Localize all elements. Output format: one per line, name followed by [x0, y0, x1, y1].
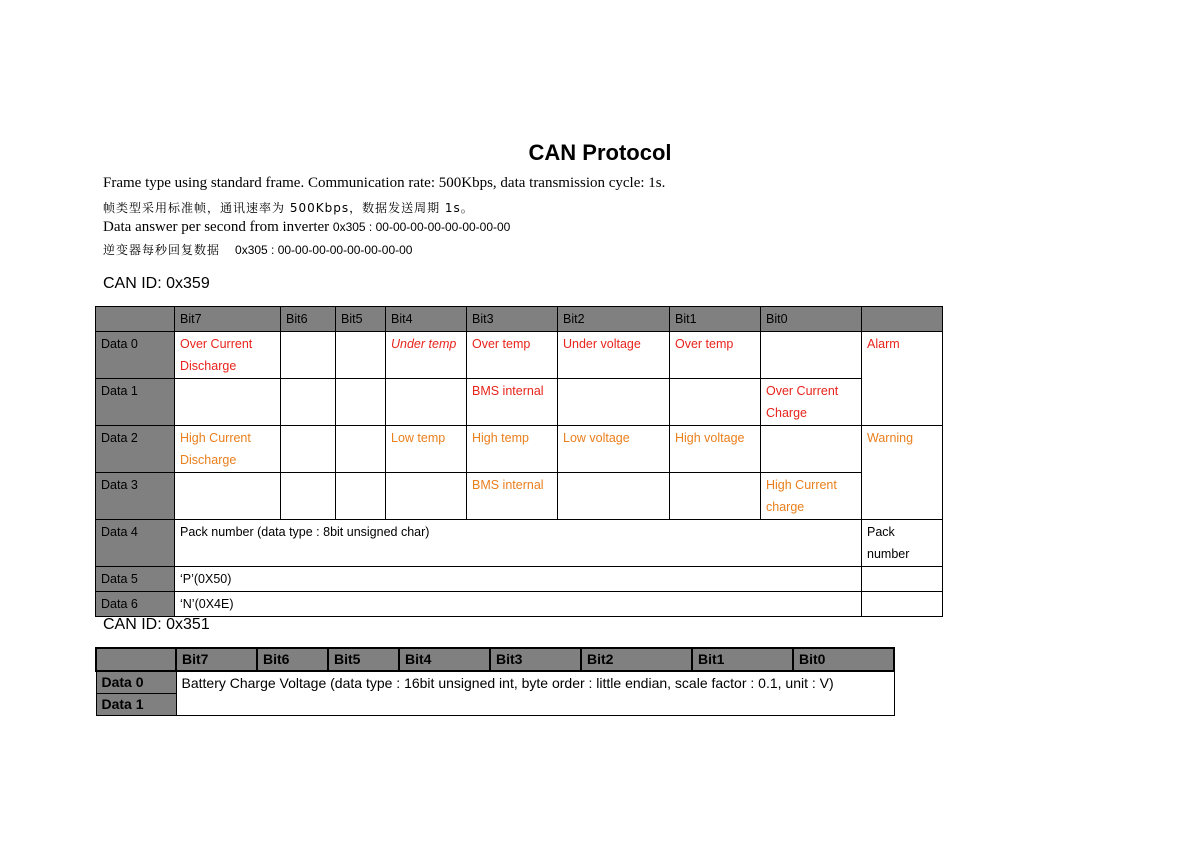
cell: BMS internal: [467, 379, 558, 426]
row-label: Data 5: [96, 567, 175, 592]
group-warning: Warning: [862, 426, 943, 520]
cell: [558, 379, 670, 426]
header-group: [862, 307, 943, 332]
cell: [281, 473, 336, 520]
cell: ‘N’(0X4E): [175, 592, 862, 617]
cell: [761, 332, 862, 379]
header-bit5: Bit5: [336, 307, 386, 332]
cell: High Current Discharge: [175, 426, 281, 473]
section-heading-can351: CAN ID: 0x351: [103, 616, 210, 633]
table-row: [96, 520, 943, 567]
header-bit7: Bit7: [175, 307, 281, 332]
cell: [175, 379, 281, 426]
header-blank: [96, 307, 175, 332]
cell: Low voltage: [558, 426, 670, 473]
cell: Over temp: [467, 332, 558, 379]
header-bit7: Bit7: [176, 648, 257, 671]
header-bit3: Bit3: [467, 307, 558, 332]
cell: Under temp: [386, 332, 467, 379]
header-bit2: Bit2: [581, 648, 692, 671]
header-blank: [96, 648, 176, 671]
header-bit6: Bit6: [281, 307, 336, 332]
row-label: Data 1: [96, 694, 176, 716]
row-label: Data 0: [96, 332, 175, 379]
cell: High temp: [467, 426, 558, 473]
cell: [670, 473, 761, 520]
table-row: [96, 426, 943, 473]
header-bit3: Bit3: [490, 648, 581, 671]
cell: Over Current Charge: [761, 379, 862, 426]
table-row: [96, 567, 943, 592]
header-bit0: Bit0: [761, 307, 862, 332]
cell: [281, 426, 336, 473]
header-bit0: Bit0: [793, 648, 894, 671]
cell: [336, 426, 386, 473]
cell: BMS internal: [467, 473, 558, 520]
cell: [558, 473, 670, 520]
cell: High Current charge: [761, 473, 862, 520]
cell: Over Current Discharge: [175, 332, 281, 379]
page-title: CAN Protocol: [528, 140, 672, 165]
cell: [386, 473, 467, 520]
row-label: Data 1: [96, 379, 175, 426]
cell: [175, 473, 281, 520]
table-header-row: [96, 648, 894, 671]
cell: [761, 426, 862, 473]
row-label: Data 4: [96, 520, 175, 567]
table-row: [96, 592, 943, 617]
header-bit2: Bit2: [558, 307, 670, 332]
header-bit6: Bit6: [257, 648, 328, 671]
intro-line-2: 帧类型采用标准帧，通讯速率为 500Kbps，数据发送周期 1s。: [103, 201, 474, 215]
header-bit1: Bit1: [670, 307, 761, 332]
header-bit1: Bit1: [692, 648, 793, 671]
cell: Low temp: [386, 426, 467, 473]
cell-battery-charge-voltage: Battery Charge Voltage (data type : 16bit unsigned int, byte order : little endian, scale factor : 0.1, unit : V): [176, 671, 894, 716]
cell: Under voltage: [558, 332, 670, 379]
can359-table: [95, 306, 943, 617]
cell-pack-number-note: Pack number: [862, 520, 943, 567]
table-row: [96, 332, 943, 379]
intro-line-4-code: 0x305 : 00-00-00-00-00-00-00-00: [235, 243, 413, 257]
intro-line-3-text: Data answer per second from inverter: [103, 219, 330, 235]
cell: [336, 473, 386, 520]
cell: [281, 332, 336, 379]
table-row: [96, 671, 894, 694]
row-label: Data 2: [96, 426, 175, 473]
cell: ‘P’(0X50): [175, 567, 862, 592]
row-label: Data 6: [96, 592, 175, 617]
intro-line-3-code: 0x305 : 00-00-00-00-00-00-00-00: [332, 220, 511, 234]
section-heading-can359: CAN ID: 0x359: [103, 275, 210, 292]
header-bit5: Bit5: [328, 648, 399, 671]
cell: High voltage: [670, 426, 761, 473]
can351-table: [95, 647, 895, 716]
cell: [862, 567, 943, 592]
intro-line-4-text: 逆变器每秒回复数据: [103, 243, 221, 257]
cell: [336, 332, 386, 379]
cell: [281, 379, 336, 426]
cell: Over temp: [670, 332, 761, 379]
header-bit4: Bit4: [386, 307, 467, 332]
cell: [670, 379, 761, 426]
header-bit4: Bit4: [399, 648, 490, 671]
cell-pack-number: Pack number (data type : 8bit unsigned char): [175, 520, 862, 567]
cell: [386, 379, 467, 426]
table-row: [96, 379, 943, 426]
cell: [862, 592, 943, 617]
group-alarm: Alarm: [862, 332, 943, 426]
cell: [336, 379, 386, 426]
intro-line-3: [103, 219, 510, 236]
intro-line-1: Frame type using standard frame. Communication rate: 500Kbps, data transmission cycle: 1s.: [103, 175, 666, 191]
table-header-row: [96, 307, 943, 332]
row-label: Data 3: [96, 473, 175, 520]
row-label: Data 0: [96, 671, 176, 694]
intro-line-4: [103, 241, 412, 259]
table-row: [96, 473, 943, 520]
